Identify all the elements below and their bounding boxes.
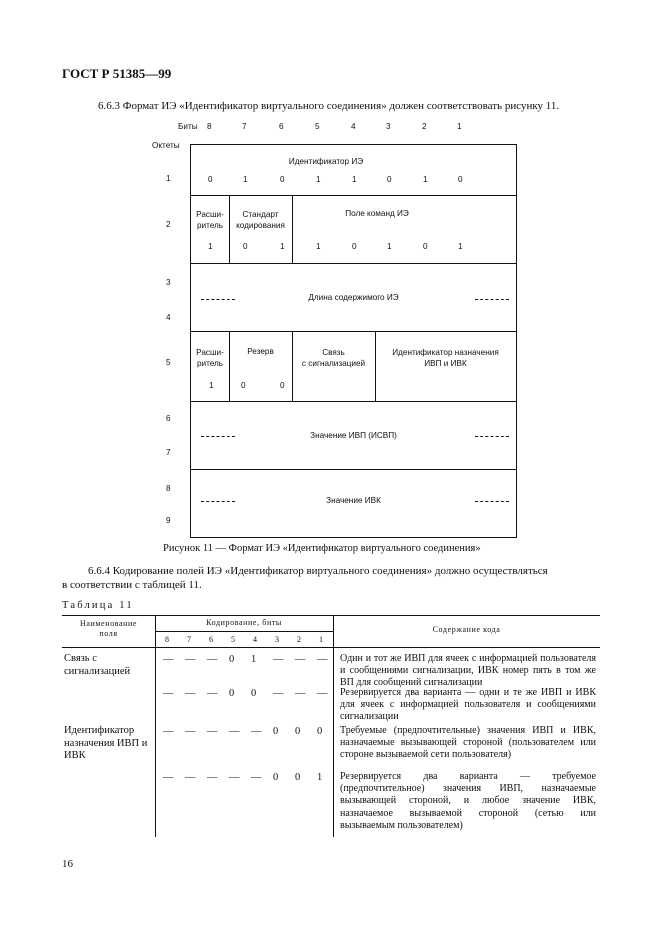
bit-value: 1	[208, 242, 213, 251]
bit-value: 0	[423, 242, 428, 251]
continuation-dash	[475, 436, 509, 437]
coding-bit: —	[229, 726, 240, 737]
bit-number: 5	[315, 122, 320, 131]
octets-label: Октеты	[152, 141, 180, 150]
coding-standard-label: Стандарт кодирования	[236, 210, 285, 230]
bit-value: 1	[209, 381, 214, 390]
coding-bit: —	[317, 654, 328, 665]
row-divider	[191, 469, 516, 470]
coding-bit: —	[207, 772, 218, 783]
bit-header: 7	[187, 635, 192, 644]
coding-bit: 0	[273, 726, 279, 737]
bit-value: 1	[316, 242, 321, 251]
table-row-field-name: Связь с сигнализацией	[64, 653, 131, 677]
vci-value-label: Значение ИВК	[326, 496, 381, 505]
table-border	[62, 647, 600, 648]
coding-bit: 0	[229, 688, 235, 699]
coding-bit: 0	[295, 726, 301, 737]
intro-paragraph: 6.6.3 Формат ИЭ «Идентификатор виртуального соединения» должен соответствовать рисунку 11.	[98, 100, 560, 112]
octet-number: 2	[166, 220, 171, 229]
bit-value: 1	[458, 242, 463, 251]
continuation-dash	[475, 501, 509, 502]
field-divider	[229, 331, 230, 401]
octet-number: 6	[166, 414, 171, 423]
bit-value: 0	[208, 175, 213, 184]
table-border	[62, 615, 600, 616]
field-divider	[292, 195, 293, 263]
bit-number: 3	[386, 122, 391, 131]
page-number: 16	[62, 858, 73, 870]
bit-header: 1	[319, 635, 324, 644]
coding-bit: —	[251, 726, 262, 737]
bit-value: 1	[280, 242, 285, 251]
figure-frame	[190, 144, 517, 538]
row-divider	[191, 401, 516, 402]
bit-value: 1	[387, 242, 392, 251]
bit-number: 1	[457, 122, 462, 131]
coding-bit: 1	[251, 654, 257, 665]
signalling-association-label: Связь с сигнализацией	[301, 348, 366, 368]
bit-value: 0	[387, 175, 392, 184]
coding-bit: —	[207, 688, 218, 699]
coding-bit: —	[273, 688, 284, 699]
bit-header: 3	[275, 635, 280, 644]
bit-header: 4	[253, 635, 258, 644]
extension-field-label: Расши- ритель	[196, 210, 224, 230]
para-line-2: в соответствии с таблицей 11.	[62, 579, 202, 591]
coding-bit: —	[229, 772, 240, 783]
document-header: ГОСТ Р 51385—99	[62, 66, 172, 81]
table-border	[155, 615, 156, 837]
ie-command-field-label: Поле команд ИЭ	[345, 209, 409, 218]
coding-bit: 0	[317, 726, 323, 737]
continuation-dash	[475, 299, 509, 300]
coding-bit: 0	[273, 772, 279, 783]
extension-field-label: Расши- ритель	[196, 348, 224, 368]
octet-number: 7	[166, 448, 171, 457]
reserve-field-label: Резерв	[247, 347, 274, 356]
vpi-vci-destination-label: Идентификатор назначения ИВП и ИВК	[392, 348, 499, 368]
coding-bit: —	[317, 688, 328, 699]
coding-bit: —	[207, 654, 218, 665]
octet-number: 9	[166, 516, 171, 525]
col-header-content: Содержание кода	[432, 625, 501, 634]
coding-bit: 1	[317, 772, 323, 783]
coding-bit: 0	[295, 772, 301, 783]
coding-bit: —	[207, 726, 218, 737]
octet-number: 5	[166, 358, 171, 367]
coding-bit: —	[185, 772, 196, 783]
bit-value: 0	[352, 242, 357, 251]
table-row-content: Один и тот же ИВП для ячеек с информацией пользователя и сообщениями сигнализации, ИВК номер пять в том же ВП для сообщений сигнализации	[340, 653, 596, 689]
bit-header: 6	[209, 635, 214, 644]
row-divider	[191, 263, 516, 264]
bit-header: 8	[165, 635, 170, 644]
para-line-1: 6.6.4 Кодирование полей ИЭ «Идентификатор виртуального соединения» должно осуществляться	[88, 565, 548, 577]
octet-number: 4	[166, 313, 171, 322]
ie-length-label: Длина содержимого ИЭ	[308, 293, 399, 302]
row-divider	[191, 195, 516, 196]
continuation-dash	[201, 299, 235, 300]
coding-bit: —	[295, 654, 306, 665]
coding-bit: —	[163, 772, 174, 783]
coding-bit: —	[273, 654, 284, 665]
coding-bit: —	[163, 726, 174, 737]
continuation-dash	[201, 501, 235, 502]
table-title: Таблица 11	[62, 600, 134, 611]
bits-label: Биты	[178, 122, 198, 131]
row-divider	[191, 331, 516, 332]
coding-bit: —	[163, 654, 174, 665]
bit-header: 2	[297, 635, 302, 644]
table-row-content: Резервируется два варианта — требуемое (предпочтительное) значения ИВП, назначаемые вызывающей стороной, и любое значение ИВК, назначаемое вызываемой стороной (сетью или вызываемым пользователем)	[340, 771, 596, 831]
coding-bit: —	[163, 688, 174, 699]
octet-number: 8	[166, 484, 171, 493]
col-header-field-name: Наименование поля	[79, 619, 138, 638]
table-border	[155, 631, 333, 632]
figure-caption: Рисунок 11 — Формат ИЭ «Идентификатор виртуального соединения»	[163, 543, 481, 554]
bit-value: 0	[280, 381, 285, 390]
bit-value: 0	[243, 242, 248, 251]
coding-bit: 0	[229, 654, 235, 665]
bit-value: 1	[423, 175, 428, 184]
bit-value: 1	[243, 175, 248, 184]
coding-bit: —	[185, 726, 196, 737]
table-11	[62, 615, 600, 837]
table-row-content: Требуемые (предпочтительные) значения ИВП и ИВК, назначаемые вызывающей стороной (пользователем или стороне вызываемой сети пользователя)	[340, 725, 596, 761]
bit-value: 1	[352, 175, 357, 184]
bit-number: 6	[279, 122, 284, 131]
bit-header: 5	[231, 635, 236, 644]
bit-number: 2	[422, 122, 427, 131]
coding-bit: —	[251, 772, 262, 783]
coding-bit: 0	[251, 688, 257, 699]
coding-bit: —	[295, 688, 306, 699]
bit-value: 1	[316, 175, 321, 184]
octet-number: 3	[166, 278, 171, 287]
bit-value: 0	[280, 175, 285, 184]
bit-number: 7	[242, 122, 247, 131]
table-row-field-name: Идентификатор назначения ИВП и ИВК	[64, 725, 148, 762]
vpi-value-label: Значение ИВП (ИСВП)	[310, 431, 397, 440]
table-border	[333, 615, 334, 837]
bit-number: 8	[207, 122, 212, 131]
ie-identifier-label: Идентификатор ИЭ	[288, 157, 364, 166]
table-row-content: Резервируется два варианта — одни и те же ИВП и ИВК для ячеек с информацией пользователя и сообщениями сигнализации	[340, 687, 596, 723]
coding-bit: —	[185, 654, 196, 665]
coding-bit: —	[185, 688, 196, 699]
octet-number: 1	[166, 174, 171, 183]
bit-value: 0	[458, 175, 463, 184]
continuation-dash	[201, 436, 235, 437]
bit-value: 0	[241, 381, 246, 390]
bit-number: 4	[351, 122, 356, 131]
col-header-coding: Кодирование, биты	[206, 618, 282, 627]
